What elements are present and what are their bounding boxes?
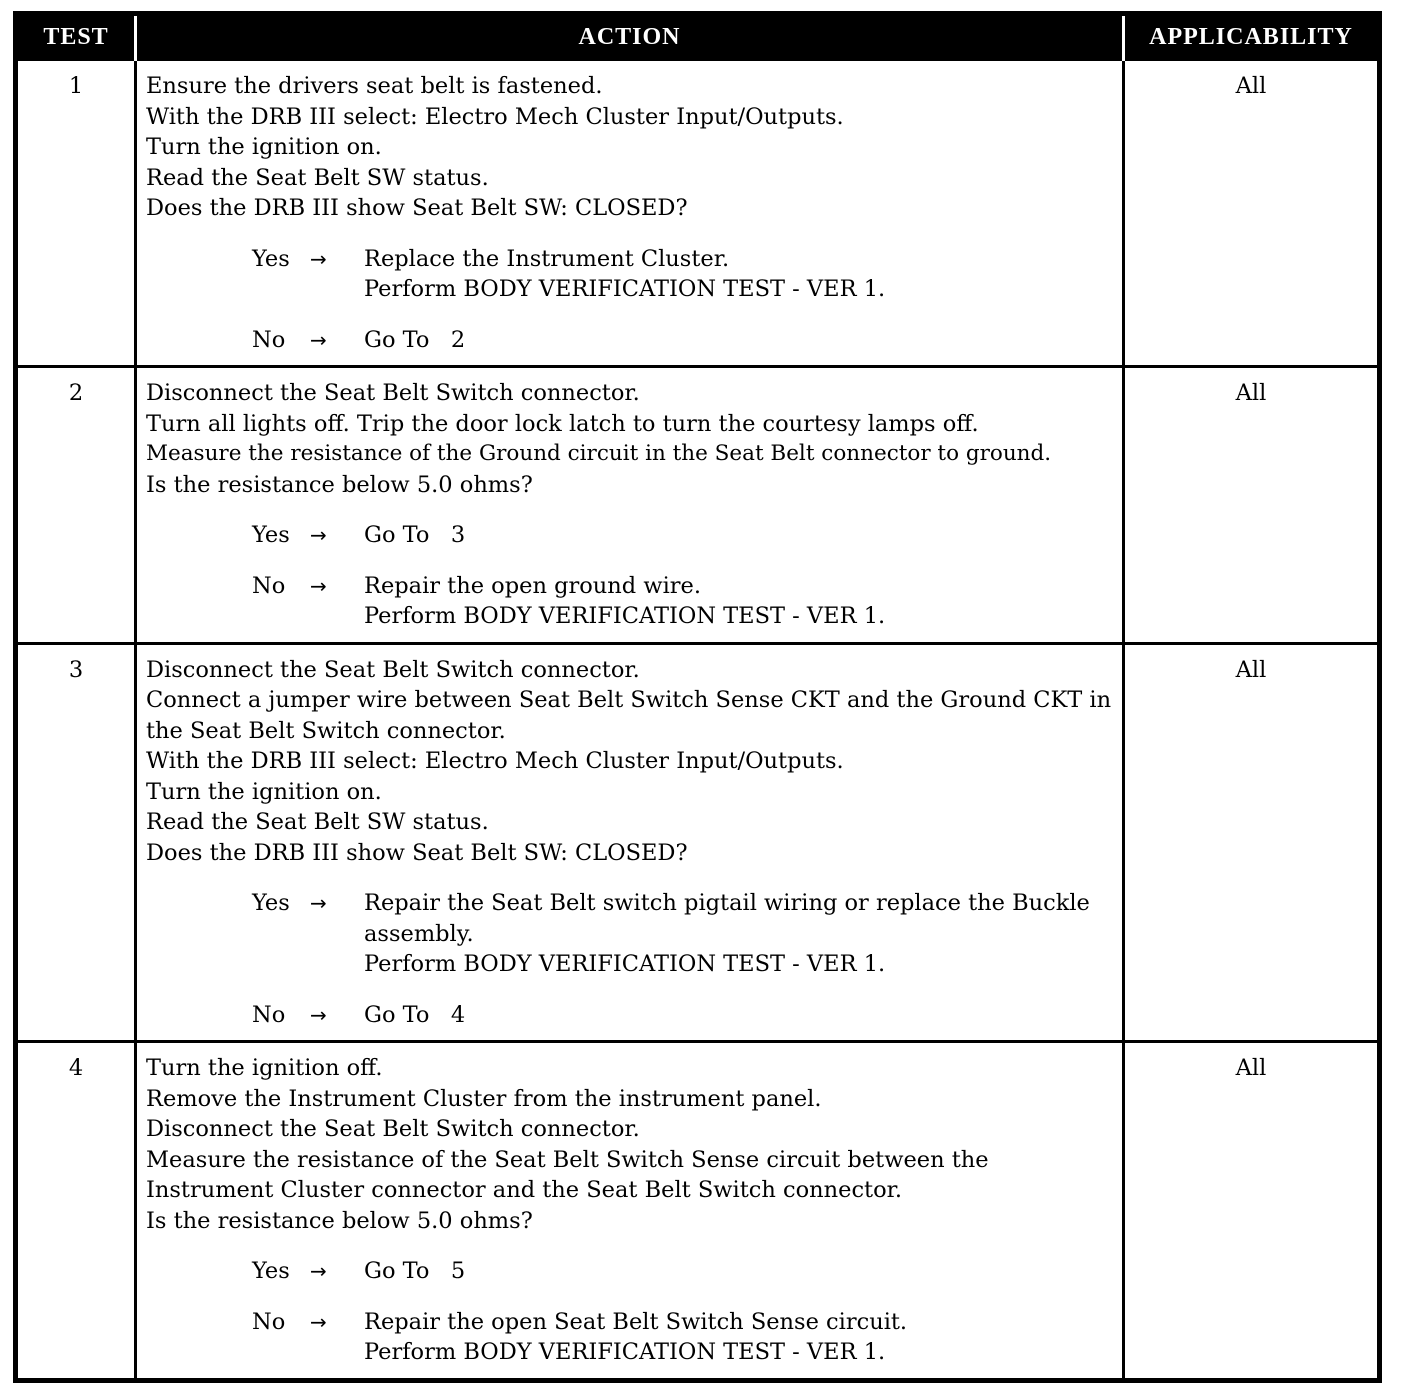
test-row-4	[16, 1042, 1380, 1381]
test-number: 1	[16, 60, 136, 367]
action-cell	[136, 60, 1124, 367]
no-outcome	[252, 1000, 1114, 1031]
action-step: Turn the ignition off.	[146, 1055, 383, 1081]
header-action: ACTION	[136, 14, 1124, 60]
yes-label: Yes	[252, 522, 290, 548]
action-step: Connect a jumper wire between Seat Belt Switch Sense CKT and the Ground CKT in the Seat Belt Switch connector.	[146, 687, 1112, 744]
yes-label: Yes	[252, 890, 290, 916]
action-step: Turn the ignition on.	[146, 134, 382, 160]
yes-label: Yes	[252, 1258, 290, 1284]
applicability-value: All	[1124, 643, 1380, 1042]
header-row	[16, 14, 1380, 60]
test-number: 4	[16, 1042, 136, 1381]
header-test: TEST	[16, 14, 136, 60]
action-step: Read the Seat Belt SW status.	[146, 164, 489, 191]
result-line: Perform BODY VERIFICATION TEST - VER 1.	[364, 1339, 886, 1365]
action-step: Is the resistance below 5.0 ohms?	[146, 471, 533, 498]
right-arrow-icon: →	[310, 327, 327, 352]
no-result	[364, 325, 1114, 356]
yes-result	[364, 1256, 1114, 1287]
applicability-value: All	[1124, 60, 1380, 367]
action-cell	[136, 1042, 1124, 1381]
yes-outcome	[252, 1256, 1114, 1287]
action-step: Read the Seat Belt SW status.	[146, 809, 489, 835]
action-step: Measure the resistance of the Ground circuit in the Seat Belt connector to ground.	[146, 441, 1052, 466]
action-step: Does the DRB III show Seat Belt SW: CLOSED?	[146, 195, 688, 221]
header-applicability: APPLICABILITY	[1124, 14, 1380, 60]
result-line: Perform BODY VERIFICATION TEST - VER 1.	[364, 603, 886, 629]
yes-outcome	[252, 520, 1114, 551]
result-line: Perform BODY VERIFICATION TEST - VER 1.	[364, 276, 886, 302]
yes-result	[364, 244, 1114, 305]
action-step: Does the DRB III show Seat Belt SW: CLOSED?	[146, 839, 688, 866]
action-step: With the DRB III select: Electro Mech Cluster Input/Outputs.	[146, 748, 844, 774]
action-step: With the DRB III select: Electro Mech Cluster Input/Outputs.	[146, 103, 844, 130]
right-arrow-icon: →	[310, 1002, 327, 1027]
result-line: Repair the open ground wire.	[364, 572, 702, 599]
action-cell	[136, 643, 1124, 1042]
right-arrow-icon: →	[310, 1259, 327, 1283]
action-step: Turn the ignition on.	[146, 778, 382, 805]
no-result	[364, 1307, 1114, 1368]
result-line: Go To 5	[364, 1258, 466, 1284]
applicability-value: All	[1124, 367, 1380, 644]
yes-label: Yes	[252, 245, 290, 272]
no-outcome	[252, 1307, 1114, 1368]
right-arrow-icon: →	[310, 523, 327, 547]
action-step: Measure the resistance of the Seat Belt Switch Sense circuit between the Instrument Cluster connector and the Seat Belt Switch connector.	[146, 1146, 989, 1203]
test-number: 2	[16, 367, 136, 644]
diagnostic-test-table	[13, 11, 1382, 1383]
test-row-1	[16, 60, 1380, 367]
action-step: Ensure the drivers seat belt is fastened.	[146, 73, 603, 99]
no-outcome	[252, 571, 1114, 632]
result-line: Go To 3	[364, 522, 466, 548]
action-step: Turn all lights off. Trip the door lock latch to turn the courtesy lamps off.	[146, 410, 979, 437]
yes-result	[364, 520, 1114, 551]
no-label: No	[252, 1001, 286, 1028]
no-label: No	[252, 326, 286, 353]
result-line: Repair the Seat Belt switch pigtail wiring or replace the Buckle assembly.	[364, 890, 1090, 947]
action-step: Remove the Instrument Cluster from the instrument panel.	[146, 1085, 822, 1112]
test-number: 3	[16, 643, 136, 1042]
yes-result	[364, 888, 1114, 980]
action-step: Disconnect the Seat Belt Switch connector.	[146, 656, 640, 683]
result-line: Go To 2	[364, 326, 466, 353]
action-step: Disconnect the Seat Belt Switch connector.	[146, 380, 640, 406]
test-row-2	[16, 367, 1380, 644]
applicability-value: All	[1124, 1042, 1380, 1381]
test-row-3	[16, 643, 1380, 1042]
result-line: Replace the Instrument Cluster.	[364, 245, 730, 272]
no-label: No	[252, 1308, 286, 1335]
right-arrow-icon: →	[310, 891, 327, 915]
result-line: Go To 4	[364, 1001, 466, 1028]
right-arrow-icon: →	[310, 246, 327, 271]
no-result	[364, 571, 1114, 632]
yes-outcome	[252, 888, 1114, 980]
no-result	[364, 1000, 1114, 1031]
result-line: Repair the open Seat Belt Switch Sense circuit.	[364, 1308, 908, 1335]
action-cell	[136, 367, 1124, 644]
no-outcome	[252, 325, 1114, 356]
action-step: Is the resistance below 5.0 ohms?	[146, 1207, 533, 1234]
right-arrow-icon: →	[310, 573, 327, 598]
result-line: Perform BODY VERIFICATION TEST - VER 1.	[364, 951, 886, 977]
right-arrow-icon: →	[310, 1309, 327, 1334]
no-label: No	[252, 572, 286, 599]
action-step: Disconnect the Seat Belt Switch connector.	[146, 1116, 640, 1142]
yes-outcome	[252, 244, 1114, 305]
